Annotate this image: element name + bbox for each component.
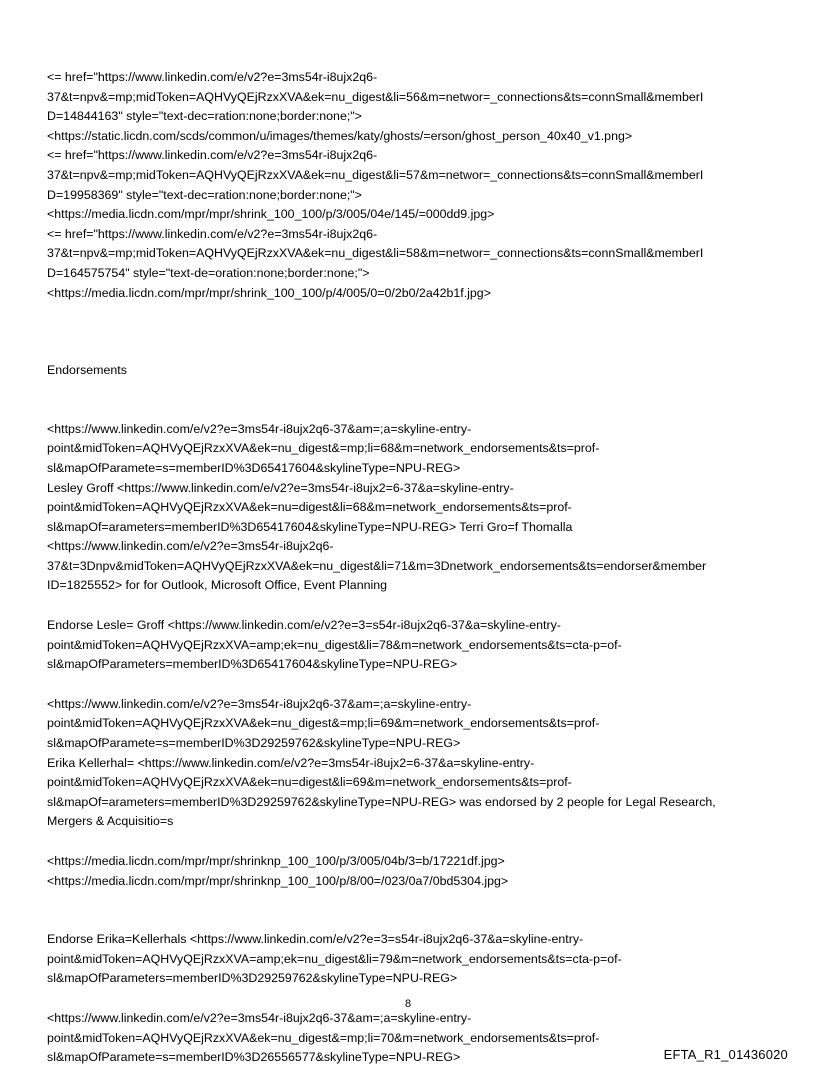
text-line: <https://static.licdn.com/scds/common/u/images/themes/katy/ghosts/=erson/ghost_person_40x40_v1.png> xyxy=(47,128,633,143)
text-line: sl&mapOfParamete=s=memberID%3D29259762&skylineType=NPU-REG> xyxy=(47,736,461,751)
spacer xyxy=(47,381,787,420)
text-line: 37&t=npv&=mp;midToken=AQHVyQEjRzxXVA&ek=nu_digest&li=58&m=networ=_connections&ts=connSmall&memberI xyxy=(47,246,704,261)
text-line: sl&mapOf=arameters=memberID%3D65417604&skylineType=NPU-REG> Terri Gro=f Thomalla xyxy=(47,519,573,534)
text-line: <= href="https://www.linkedin.com/e/v2?e=3ms54r-i8ujx2q6- xyxy=(47,148,378,163)
text-line: point&midToken=AQHVyQEjRzxXVA=amp;ek=nu_digest&li=78&m=network_endorsements&ts=cta-p=of- xyxy=(47,637,622,652)
text-line: D=164575754" style="text-de=oration:none;border:none;"> xyxy=(47,265,370,280)
text-line: Erika Kellerhal= <https://www.linkedin.com/e/v2?e=3ms54r-i8ujx2=6-37&a=skyline-entry- xyxy=(47,755,535,770)
spacer xyxy=(47,596,787,616)
text-line: Endorse Lesle= Groff <https://www.linkedin.com/e/v2?e=3=s54r-i8ujx2q6-37&a=skyline-entry- xyxy=(47,618,561,633)
text-line: <https://www.linkedin.com/e/v2?e=3ms54r-i8ujx2q6- xyxy=(47,539,334,554)
endorsement-block-4 xyxy=(47,930,787,989)
text-line: sl&mapOfParamete=s=memberID%3D65417604&skylineType=NPU-REG> xyxy=(47,460,461,475)
text-line: <https://www.linkedin.com/e/v2?e=3ms54r-i8ujx2q6-37&am=;a=skyline-entry- xyxy=(47,696,472,711)
text-line: point&midToken=AQHVyQEjRzxXVA=amp;ek=nu_digest&li=79&m=network_endorsements&ts=cta-p=of- xyxy=(47,951,622,966)
text-line: sl&mapOf=arameters=memberID%3D29259762&skylineType=NPU-REG> was endorsed by 2 people for Legal Research, xyxy=(47,794,716,809)
endorsement-block-2 xyxy=(47,616,787,675)
text-line: point&midToken=AQHVyQEjRzxXVA&ek=nu=digest&li=69&m=network_endorsements&ts=prof- xyxy=(47,775,572,790)
spacer xyxy=(47,891,787,930)
document-body xyxy=(47,68,787,1068)
spacer xyxy=(47,832,787,852)
text-line: point&midToken=AQHVyQEjRzxXVA&ek=nu_digest&=mp;li=70&m=network_endorsements&ts=prof- xyxy=(47,1030,600,1045)
spacer xyxy=(47,675,787,695)
text-line: <= href="https://www.linkedin.com/e/v2?e=3ms54r-i8ujx2q6- xyxy=(47,226,378,241)
text-line: D=19958369" style="text-dec=ration:none;border:none;"> xyxy=(47,187,362,202)
text-line: sl&mapOfParamete=s=memberID%3D26556577&skylineType=NPU-REG> xyxy=(47,1050,461,1065)
endorsements-heading: Endorsements xyxy=(47,363,127,378)
text-line: Lesley Groff <https://www.linkedin.com/e/v2?e=3ms54r-i8ujx2=6-37&a=skyline-entry- xyxy=(47,480,514,495)
text-line: <https://media.licdn.com/mpr/mpr/shrinknp_100_100/p/3/005/04b/3=b/17221df.jpg> xyxy=(47,854,505,868)
text-line: <https://media.licdn.com/mpr/mpr/shrink_100_100/p/4/005/0=0/2b0/2a42b1f.jpg> xyxy=(47,285,491,300)
page-number: 8 xyxy=(404,998,412,1010)
text-line: point&midToken=AQHVyQEjRzxXVA&ek=nu_digest&=mp;li=69&m=network_endorsements&ts=prof- xyxy=(47,716,600,731)
endorsement-block-1 xyxy=(47,420,787,596)
text-line: point&midToken=AQHVyQEjRzxXVA&ek=nu_digest&=mp;li=68&m=network_endorsements&ts=prof- xyxy=(47,441,600,456)
text-line: 37&t=npv&=mp;midToken=AQHVyQEjRzxXVA&ek=nu_digest&li=56&m=networ=_connections&ts=connSmall&memberI xyxy=(47,89,704,104)
endorsement-block-3 xyxy=(47,695,787,832)
image-links-block xyxy=(47,852,787,891)
text-line: <https://media.licdn.com/mpr/mpr/shrink_100_100/p/3/005/04e/145/=000dd9.jpg> xyxy=(47,207,495,222)
text-line: 37&t=npv&=mp;midToken=AQHVyQEjRzxXVA&ek=nu_digest&li=57&m=networ=_connections&ts=connSmall&memberI xyxy=(47,167,704,182)
text-line: 37&t=3Dnpv&midToken=AQHVyQEjRzxXVA&ek=nu_digest&li=71&m=3Dnetwork_endorsements&ts=endorser&member xyxy=(47,558,707,573)
connections-block xyxy=(47,68,787,303)
text-line: ID=1825552> for for Outlook, Microsoft Office, Event Planning xyxy=(47,578,388,593)
text-line: Endorse Erika=Kellerhals <https://www.linkedin.com/e/v2?e=3=s54r-i8ujx2q6-37&a=skyline-entry- xyxy=(47,932,584,947)
text-line: D=14844163" style="text-dec=ration:none;border:none;"> xyxy=(47,109,362,124)
text-line: <https://media.licdn.com/mpr/mpr/shrinknp_100_100/p/8/00=/023/0a7/0bd5304.jpg> xyxy=(47,873,509,888)
text-line: <= href="https://www.linkedin.com/e/v2?e=3ms54r-i8ujx2q6- xyxy=(47,70,378,84)
text-line: sl&mapOfParameters=memberID%3D65417604&skylineType=NPU-REG> xyxy=(47,657,458,672)
text-line: point&midToken=AQHVyQEjRzxXVA&ek=nu=digest&li=68&m=network_endorsements&ts=prof- xyxy=(47,500,572,515)
text-line: sl&mapOfParameters=memberID%3D29259762&skylineType=NPU-REG> xyxy=(47,971,458,986)
spacer xyxy=(47,303,787,361)
bates-number: EFTA_R1_01436020 xyxy=(663,1047,788,1062)
text-line: <https://www.linkedin.com/e/v2?e=3ms54r-i8ujx2q6-37&am=;a=skyline-entry- xyxy=(47,1010,472,1025)
text-line: Mergers & Acquisitio=s xyxy=(47,814,174,829)
text-line: <https://www.linkedin.com/e/v2?e=3ms54r-i8ujx2q6-37&am=;a=skyline-entry- xyxy=(47,421,472,436)
